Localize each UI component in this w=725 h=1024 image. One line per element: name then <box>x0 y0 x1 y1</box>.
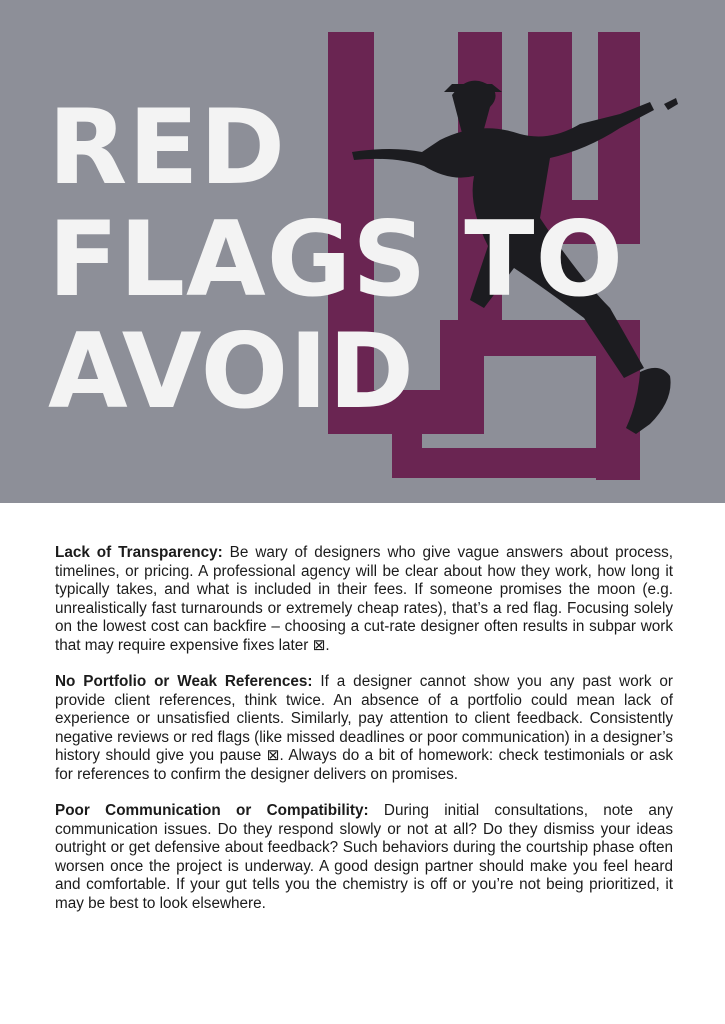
section-heading: Poor Communication or Compatibility: <box>55 802 369 819</box>
headline-line: RED <box>48 88 287 208</box>
page-title <box>48 88 625 432</box>
section-heading: Lack of Transparency: <box>55 544 223 561</box>
body-content <box>55 544 673 931</box>
section-text: Be wary of designers who give vague answers about process, timelines, or pricing. A professional agency will be clear about how they work, how long it typically takes, and what is included in their fees. If someone promises the moon (e.g. unrealistically fast turnarounds or extremely cheap rates), that’s a red flag. Focusing solely on the lowest cost can backfire – choosing a cut-rate designer often results in subpar work that may require expensive fixes later ⊠. <box>55 544 673 654</box>
section-text: During initial consultations, note any communication issues. Do they respond slowly or not at all? Do they dismiss your ideas outright or get defensive about feedback? Such behaviors during the courtship phase often worsen once the project is underway. A good design partner should make you feel heard and comfortable. If your gut tells you the chemistry is off or you’re not being prioritized, it may be best to look elsewhere. <box>55 802 673 912</box>
section-lack-of-transparency <box>55 544 673 655</box>
section-heading: No Portfolio or Weak References: <box>55 673 313 690</box>
hero-banner <box>0 0 725 503</box>
section-poor-communication <box>55 802 673 913</box>
headline-line: AVOID <box>48 312 416 432</box>
section-no-portfolio <box>55 673 673 784</box>
section-text: If a designer cannot show you any past work or provide client references, think twice. An absence of a portfolio could mean lack of experience or unsatisfied clients. Similarly, pay attention to client feedback. Consistently negative reviews or red flags (like missed deadlines or poor communication) in a designer’s history should give you pause ⊠. Always do a bit of homework: check testimonials or ask for references to confirm the designer delivers on promises. <box>55 673 673 783</box>
headline-line: FLAGS TO <box>48 200 625 320</box>
